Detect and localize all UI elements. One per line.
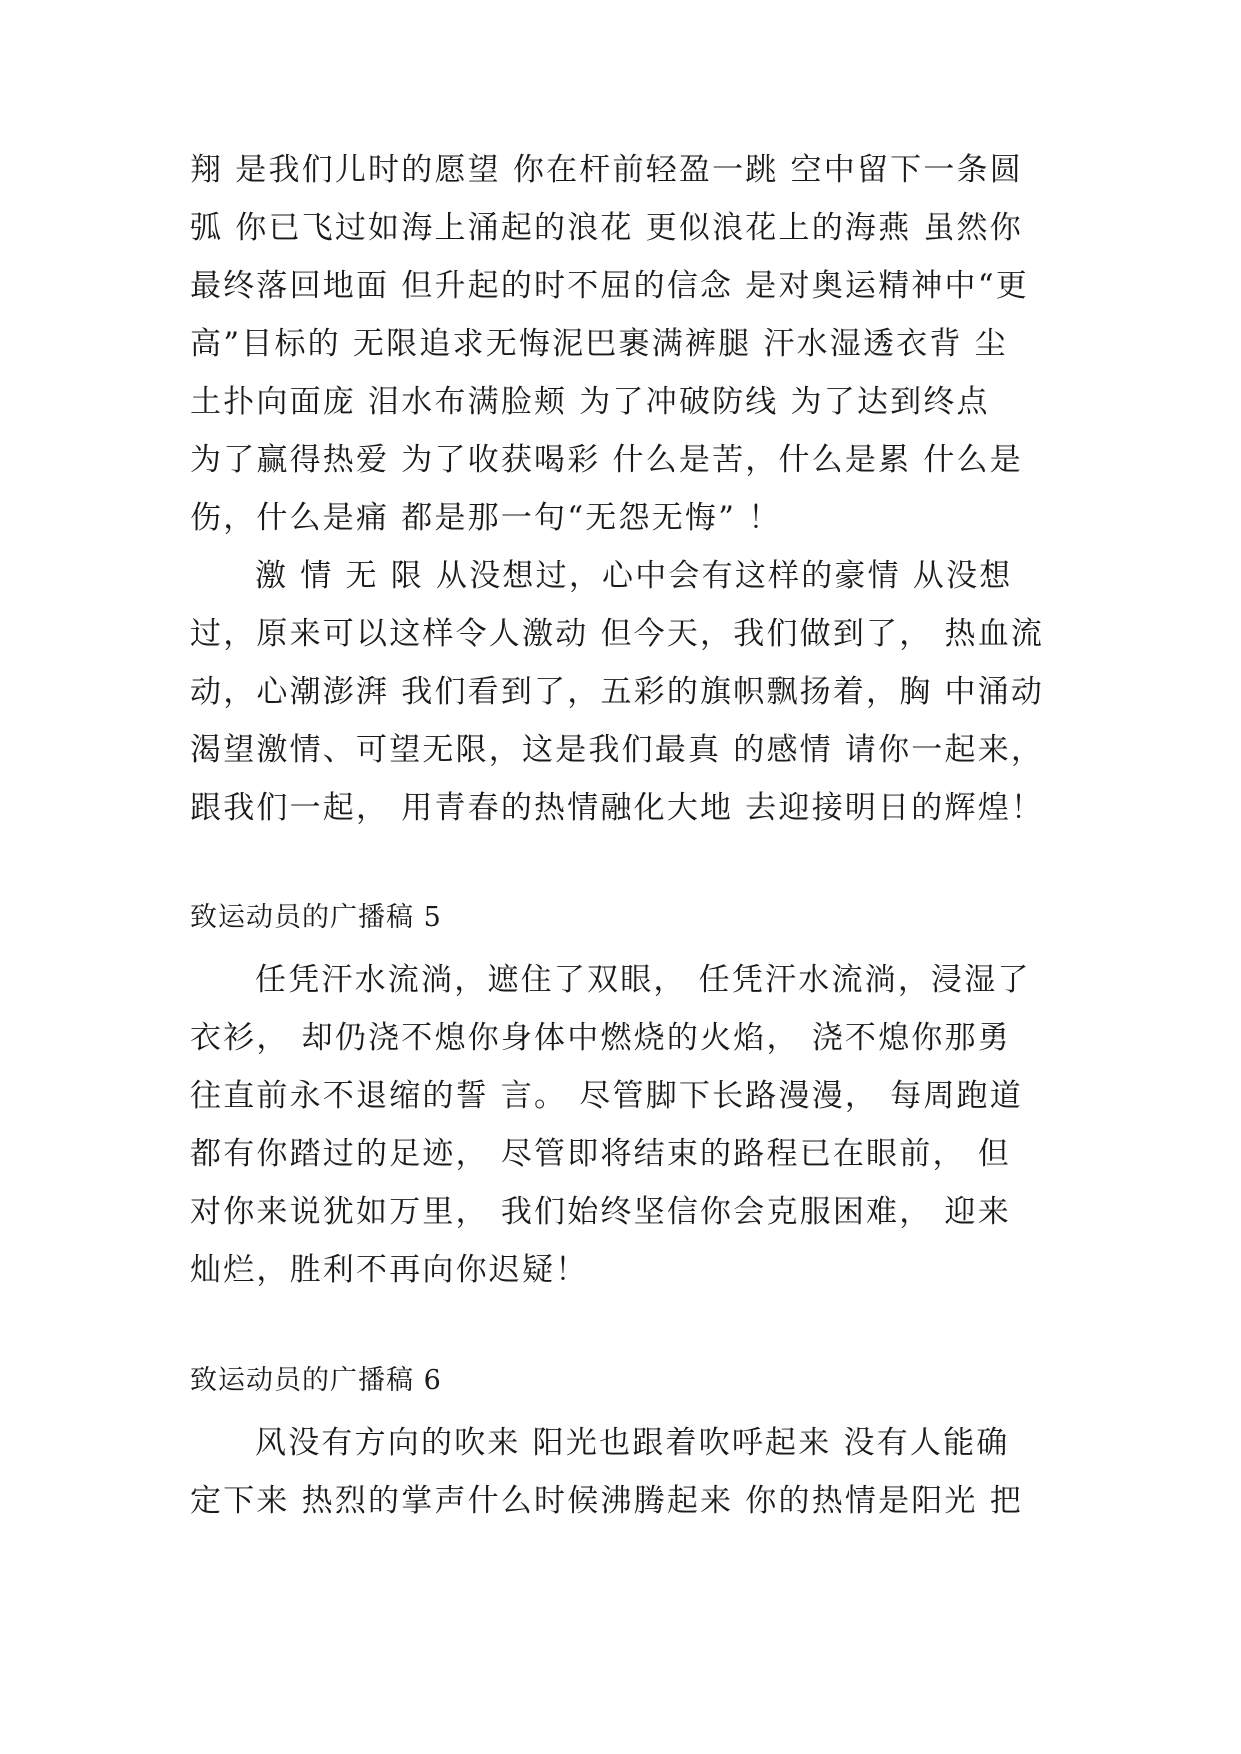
paragraph-line: 都有你踏过的足迹， 尽管即将结束的路程已在眼前， 但 <box>190 1136 1011 1172</box>
paragraph-line: 伤，什么是痛 都是那一句“无怨无悔” ！ <box>190 500 782 536</box>
paragraph-line: 动，心潮澎湃 我们看到了，五彩的旗帜飘扬着，胸 中涌动 <box>190 674 1045 710</box>
paragraph-line: 土扑向面庞 泪水布满脸颊 为了冲破防线 为了达到终点 <box>190 384 990 420</box>
paragraph-line: 任凭汗水流淌，遮住了双眼， 任凭汗水流淌，浸湿了 <box>255 962 1031 998</box>
paragraph-line: 高”目标的 无限追求无悔泥巴裹满裤腿 汗水湿透衣背 尘 <box>190 326 1008 362</box>
paragraph-line: 为了赢得热爱 为了收获喝彩 什么是苦，什么是累 什么是 <box>190 442 1023 478</box>
paragraph-line: 定下来 热烈的掌声什么时候沸腾起来 你的热情是阳光 把 <box>190 1483 1023 1519</box>
paragraph-line: 渴望激情、可望无限，这是我们最真 的感情 请你一起来， <box>190 732 1045 768</box>
paragraph-line: 跟我们一起， 用青春的热情融化大地 去迎接明日的辉煌！ <box>190 790 1045 826</box>
paragraph-line: 衣衫， 却仍浇不熄你身体中燃烧的火焰， 浇不熄你那勇 <box>190 1020 1011 1056</box>
paragraph-line: 对你来说犹如万里， 我们始终坚信你会克服困难， 迎来 <box>190 1194 1011 1230</box>
paragraph-line: 往直前永不退缩的誓 言。 尽管脚下长路漫漫， 每周跑道 <box>190 1078 1023 1114</box>
paragraph-line: 灿烂，胜利不再向你迟疑！ <box>190 1252 589 1288</box>
paragraph-line: 过，原来可以这样令人激动 但今天，我们做到了， 热血流 <box>190 616 1045 652</box>
paragraph-line: 风没有方向的吹来 阳光也跟着吹呼起来 没有人能确 <box>255 1425 1010 1461</box>
paragraph-line: 激 情 无 限 从没想过，心中会有这样的豪情 从没想 <box>255 558 1013 594</box>
section-heading: 致运动员的广播稿 5 <box>190 902 442 933</box>
paragraph-line: 翔 是我们儿时的愿望 你在杆前轻盈一跳 空中留下一条圆 <box>190 152 1023 188</box>
paragraph-line: 最终落回地面 但升起的时不屈的信念 是对奥运精神中“更 <box>190 268 1029 304</box>
paragraph-line: 弧 你已飞过如海上涌起的浪花 更似浪花上的海燕 虽然你 <box>190 210 1023 246</box>
section-heading: 致运动员的广播稿 6 <box>190 1365 442 1396</box>
